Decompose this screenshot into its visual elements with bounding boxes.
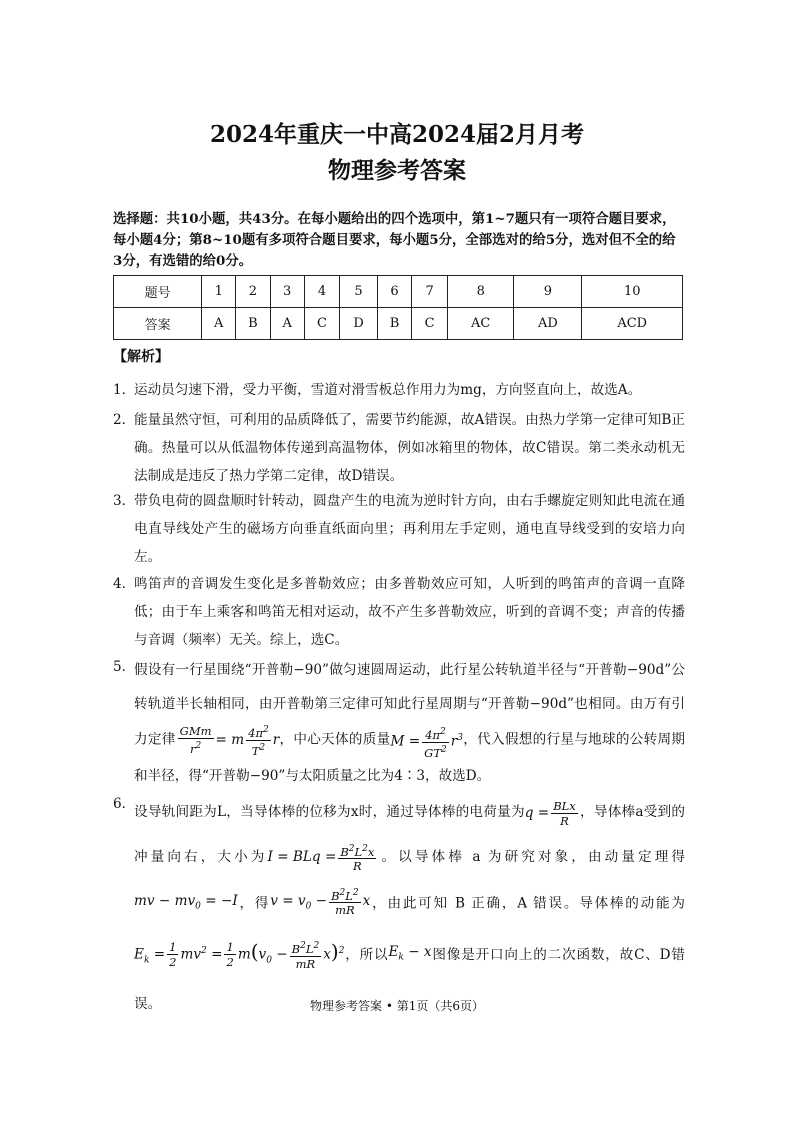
- item-number: 5．: [113, 659, 136, 675]
- question-number-cell: 4: [304, 276, 340, 308]
- page-footer: 物理参考答案 • 第1页（共6页）: [310, 999, 484, 1013]
- analysis-item-2: [113, 406, 685, 490]
- item-text: 能量虽然守恒，可利用的品质降低了，需要节约能源，故A错误。由热力学第一定律可知B正确。热量可以从低温物体传递到高温物体，例如冰箱里的物体，故C错误。第二类永动机无法制成是违反了热力学第二定律，故D错误。: [134, 412, 685, 484]
- item-text: 鸣笛声的音调发生变化是多普勒效应；由多普勒效应可知，人听到的鸣笛声的音调一直降低；由于车上乘客和鸣笛无相对运动，故不产生多普勒效应，听到的音调不变；声音的传播与音调（频率）无关。综上，选C。: [134, 576, 685, 648]
- item-number: 2．: [113, 412, 136, 428]
- answer-cell: A: [202, 308, 236, 340]
- page-title: 2024年重庆一中高2024届2月月考: [209, 121, 585, 148]
- analysis-item-6: [113, 790, 685, 1026]
- mass-equation: M = $\frac{4\pi^2}{GT^2}$ $r^3$: [390, 726, 463, 760]
- item-number: 3．: [113, 493, 136, 509]
- momentum-equation: mv − $mv_0 = -I$: [134, 893, 238, 912]
- item-text: 假设有一行星围绕“开普勒−90”做匀速圆周运动，此行星公转轨道半径与“开普勒−90d”公转轨道半长轴相同，由开普勒第三定律可知此行星周期与“开普勒−90d”也相同。由万有引力定律 $\frac{\text{GMm}}{r^2}$ = m $\frac{4\pi^2}{T^2}$ r，中心天体的质量M = $\frac{4\pi^2}{GT^2}$ $r^3$，代入假想的行星与地球的公转周期和半径，得“开普勒−90”与太阳质量之比为4∶3，故选D。: [134, 662, 686, 785]
- item-text: 运动员匀速下滑，受力平衡，雪道对滑雪板总作用力为mg，方向竖直向上，故选A。: [134, 382, 642, 398]
- answer-cell: AC: [448, 308, 514, 340]
- answer-cell: ACD: [582, 308, 683, 340]
- item-text: 带负电荷的圆盘顺时针转动，圆盘产生的电流为逆时针方向，由右手螺旋定则知此电流在通电直导线处产生的磁场方向垂直纸面向里；再利用左手定则，通电直导线受到的安培力向左。: [134, 493, 685, 565]
- instructions-paragraph: 选择题：共10小题，共43分。在每小题给出的四个选项中，第1~7题只有一项符合题目要求，每小题4分；第8~10题有多项符合题目要求，每小题5分，全部选对的给5分，选对但不全的给3分，有选错的给0分。: [113, 211, 676, 269]
- question-number-cell: 6: [377, 276, 412, 308]
- analysis-item-4: [113, 570, 685, 654]
- question-number-cell: 9: [514, 276, 582, 308]
- gravitation-equation: $\frac{\text{GMm}}{r^2}$ = m $\frac{4\pi^2}{T^2}$ r: [179, 724, 280, 758]
- question-number-cell: 3: [270, 276, 304, 308]
- analysis-item-1: [113, 376, 685, 404]
- table-row: [114, 276, 683, 308]
- analysis-item-5: [113, 653, 685, 793]
- question-number-cell: 7: [412, 276, 448, 308]
- item-number: 6．: [113, 796, 136, 812]
- table-row: [114, 308, 683, 340]
- page-subtitle: 物理参考答案: [328, 157, 466, 184]
- answer-table: [113, 275, 683, 340]
- table-header-cell: 题号: [114, 276, 202, 308]
- question-number-cell: 5: [340, 276, 377, 308]
- velocity-equation: $v = v_0$ − $\frac{B^2L^2}{mR}$ x: [270, 887, 371, 918]
- kinetic-energy-equation: $E_k$ = $\frac{1}{2}$ $mv^2$ = $\frac{1}{2}$ $m(v_0$ − $\frac{B^2L^2}{mR}$ x)$^2$: [134, 939, 345, 971]
- analysis-heading: 【解析】: [113, 349, 169, 365]
- item-number: 1．: [113, 382, 136, 398]
- answer-cell: A: [270, 308, 304, 340]
- question-number-cell: 2: [236, 276, 271, 308]
- question-number-cell: 8: [448, 276, 514, 308]
- item-text: 设导轨间距为L，当导体棒的位移为x时，通过导体棒的电荷量为q = $\frac{\text{BLx}}{R}$ ，导体棒a受到的冲量向右，大小为I = BLq = $\frac{B^2L^2x}{R}$ 。以导体棒 a 为研究对象，由动量定理得mv − $mv_0 = -I$，得$v = v_0$ − $\frac{B^2L^2}{mR}$ x，由此可知 B 正确，A 错误。导体棒的动能为$E_k$ = $\frac{1}{2}$ $mv^2$ = $\frac{1}{2}$ $m(v_0$ − $\frac{B^2L^2}{mR}$ x)$^2$，所以$E_k - x$图像是开口向上的二次函数，故C、D错误。: [134, 790, 685, 1026]
- analysis-item-3: [113, 487, 685, 571]
- impulse-equation: I = BLq = $\frac{B^2L^2x}{R}$: [267, 843, 375, 874]
- answer-cell: B: [377, 308, 412, 340]
- answer-cell: D: [340, 308, 377, 340]
- answer-cell: B: [236, 308, 271, 340]
- answer-cell: AD: [514, 308, 582, 340]
- question-number-cell: 10: [582, 276, 683, 308]
- table-header-cell: 答案: [114, 308, 202, 340]
- charge-equation: q = $\frac{\text{BLx}}{R}$: [524, 798, 576, 828]
- answer-cell: C: [412, 308, 448, 340]
- answer-cell: C: [304, 308, 340, 340]
- ek-x-expression: $E_k - x$: [388, 944, 432, 964]
- item-number: 4．: [113, 576, 136, 592]
- question-number-cell: 1: [202, 276, 236, 308]
